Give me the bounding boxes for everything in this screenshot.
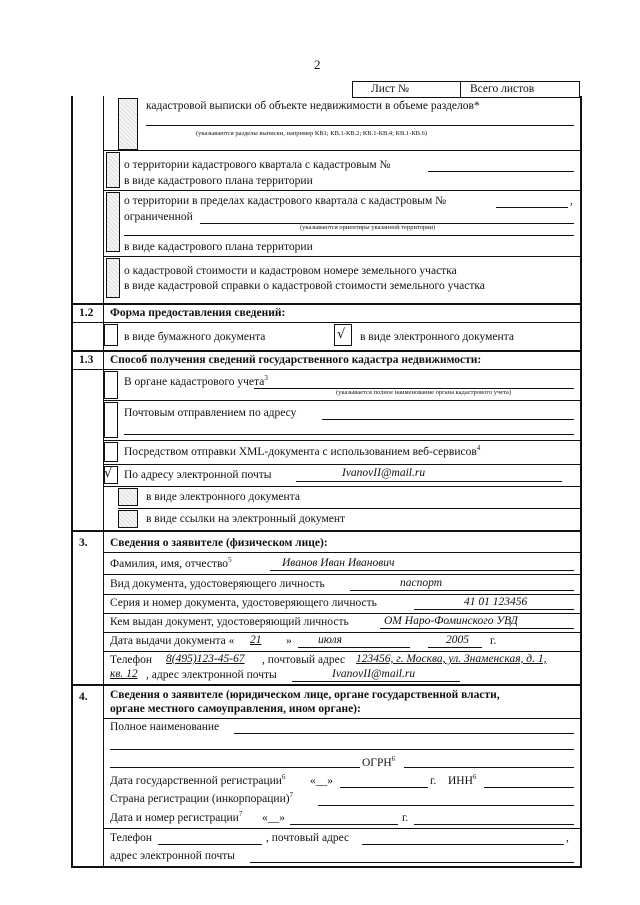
quarter-number-field[interactable] bbox=[428, 171, 574, 172]
org-email-label: адрес электронной почты bbox=[110, 850, 235, 862]
org-phone-label: Телефон bbox=[110, 832, 153, 844]
doc-type-value[interactable]: паспорт bbox=[400, 577, 443, 589]
section-divider bbox=[71, 303, 582, 305]
date-year[interactable]: 2005 bbox=[446, 634, 469, 646]
row-divider bbox=[71, 369, 582, 370]
reg-num-label: Дата и номер регистрации$^7$ bbox=[110, 810, 243, 824]
limits-checkbox[interactable] bbox=[106, 192, 120, 252]
section-1-3-number: 1.3 bbox=[79, 354, 94, 366]
inn-field[interactable] bbox=[484, 787, 574, 788]
quarter-text: о территории кадастрового квартала с кадастровым № bbox=[124, 159, 391, 171]
row-divider bbox=[118, 508, 581, 509]
cost-checkbox[interactable] bbox=[106, 258, 120, 298]
sub-electronic-checkbox[interactable] bbox=[118, 488, 138, 506]
fio-label: Фамилия, имя, отчество$^5$ bbox=[110, 556, 232, 570]
phone-value[interactable]: 8(495)123-45-67 bbox=[166, 653, 245, 665]
extract-checkbox[interactable] bbox=[118, 98, 138, 150]
ogrn-label: ОГРН$^6$ bbox=[362, 755, 396, 769]
cost-text: о кадастровой стоимости и кадастровом номере земельного участка bbox=[124, 265, 457, 277]
doc-num-label: Серия и номер документа, удостоверяющего личность bbox=[110, 597, 377, 609]
org-post-label: , почтовый адрес bbox=[266, 832, 350, 844]
quarter-checkbox[interactable] bbox=[106, 152, 120, 188]
paper-form-label: в виде бумажного документа bbox=[124, 331, 266, 343]
fio-field-line bbox=[270, 570, 574, 571]
limits-comma: , bbox=[570, 195, 573, 207]
row-divider bbox=[103, 256, 581, 257]
row-divider bbox=[103, 400, 581, 401]
sheet-header-divider bbox=[460, 81, 461, 97]
cost-form-text: в виде кадастровой справки о кадастровой стоимости земельного участка bbox=[124, 280, 485, 292]
applicant-email-value[interactable]: IvanovII@mail.ru bbox=[332, 668, 416, 680]
sheet-number-label: Лист № bbox=[371, 83, 409, 95]
reg-num-g: г. bbox=[402, 812, 409, 824]
country-field[interactable] bbox=[318, 805, 574, 806]
post-address-label: , почтовый адрес bbox=[262, 654, 346, 666]
page-number: 2 bbox=[314, 57, 321, 72]
reg-date-day[interactable]: «__» bbox=[310, 775, 333, 787]
limits-plan-text: в виде кадастрового плана территории bbox=[124, 241, 313, 253]
office-hint: (указывается полное наименование органа кадастрового учета) bbox=[336, 389, 512, 396]
post-address-value[interactable]: 123456, г. Москва, ул. Знаменская, д. 1, bbox=[356, 653, 547, 665]
section-1-2-number: 1.2 bbox=[79, 307, 94, 319]
email-field[interactable] bbox=[296, 481, 562, 482]
applicant-email-label: , адрес электронной почты bbox=[146, 669, 277, 681]
issued-value[interactable]: ОМ Наро-Фоминского УВД bbox=[384, 615, 518, 627]
row-divider bbox=[103, 190, 581, 191]
row-divider bbox=[103, 574, 581, 575]
row-divider bbox=[103, 828, 581, 829]
fullname-field[interactable] bbox=[234, 733, 574, 734]
checkmark-icon: √ bbox=[104, 466, 113, 481]
date-day[interactable]: 21 bbox=[250, 634, 262, 646]
date-label: Дата выдачи документа « bbox=[110, 635, 235, 647]
reg-date-field[interactable] bbox=[340, 787, 428, 788]
post-label: Почтовым отправлением по адресу bbox=[124, 407, 297, 419]
section-1-2-title: Форма предоставления сведений: bbox=[110, 307, 286, 319]
post-checkbox[interactable] bbox=[104, 402, 118, 438]
frame-bottom-line bbox=[71, 866, 582, 868]
reg-date-label: Дата государственной регистрации$^6$ bbox=[110, 773, 286, 787]
reg-num-day[interactable]: «__» bbox=[262, 812, 285, 824]
doc-num-value[interactable]: 41 01 123456 bbox=[464, 596, 528, 608]
section-4-number: 4. bbox=[79, 691, 88, 703]
fullname-field-line2[interactable] bbox=[110, 749, 574, 750]
issued-label: Кем выдан документ, удостоверяющий личность bbox=[110, 616, 349, 628]
ogrn-field[interactable] bbox=[404, 767, 574, 768]
limited-label: ограниченной bbox=[124, 211, 193, 223]
email-label: По адресу электронной почты bbox=[124, 469, 272, 481]
org-email-field[interactable] bbox=[250, 862, 574, 863]
office-label: В органе кадастрового учета$^3$ bbox=[124, 374, 268, 388]
frame-left-line bbox=[71, 96, 73, 867]
section-3-title: Сведения о заявителе (физическом лице): bbox=[110, 537, 328, 549]
email-value[interactable]: IvanovII@mail.ru bbox=[342, 467, 426, 479]
date-quote: » bbox=[286, 635, 292, 647]
section-divider bbox=[71, 530, 582, 532]
checkmark-icon: √ bbox=[337, 327, 346, 342]
section-divider bbox=[71, 350, 582, 352]
limits-text: о территории в пределах кадастрового квартала с кадастровым № bbox=[124, 195, 447, 207]
paper-form-checkbox[interactable] bbox=[104, 324, 118, 346]
date-month[interactable]: июля bbox=[318, 634, 342, 646]
doc-type-label: Вид документа, удостоверяющего личность bbox=[110, 578, 325, 590]
section-1-3-title: Способ получения сведений государственного кадастра недвижимости: bbox=[110, 354, 482, 366]
row-divider bbox=[103, 486, 581, 487]
xml-label: Посредством отправки XML-документа с использованием веб-сервисов$^4$ bbox=[124, 444, 481, 458]
country-label: Страна регистрации (инкорпорации)$^7$ bbox=[110, 791, 294, 805]
fio-value[interactable]: Иванов Иван Иванович bbox=[282, 557, 395, 569]
limited-hint: (указываются ориентиры указанной территории) bbox=[300, 224, 436, 231]
post-address-value-2[interactable]: кв. 12 bbox=[110, 668, 138, 680]
doc-type-field-line bbox=[350, 590, 574, 591]
date-month-line bbox=[298, 647, 410, 648]
extract-sections-line[interactable] bbox=[146, 125, 574, 126]
date-g: г. bbox=[490, 635, 497, 647]
row-divider bbox=[103, 632, 581, 633]
fullname-field-line3[interactable] bbox=[110, 767, 360, 768]
date-year-line bbox=[428, 647, 482, 648]
office-checkbox[interactable] bbox=[104, 371, 118, 399]
quarter-plan-text: в виде кадастрового плана территории bbox=[124, 175, 313, 187]
sub-link-label: в виде ссылки на электронный документ bbox=[146, 513, 346, 525]
row-divider bbox=[103, 464, 581, 465]
doc-num-field-line bbox=[414, 609, 574, 610]
row-divider bbox=[103, 440, 581, 441]
row-divider bbox=[71, 322, 582, 323]
reg-num-field[interactable] bbox=[414, 824, 574, 825]
row-divider bbox=[103, 150, 581, 151]
section-divider bbox=[71, 684, 582, 686]
section-3-number: 3. bbox=[79, 537, 88, 549]
phone-label: Телефон bbox=[110, 654, 153, 666]
inn-label: ИНН$^6$ bbox=[448, 773, 477, 787]
sub-electronic-label: в виде электронного документа bbox=[146, 491, 300, 503]
reg-num-date-field[interactable] bbox=[290, 824, 398, 825]
xml-checkbox[interactable] bbox=[104, 442, 118, 462]
sub-link-checkbox[interactable] bbox=[118, 510, 138, 528]
issued-field-line bbox=[380, 628, 574, 629]
limits-number-field[interactable] bbox=[496, 207, 568, 208]
extract-text: кадастровой выписки об объекте недвижимости в объеме разделов* bbox=[146, 100, 480, 112]
extract-hint: (указываются разделы выписки, например КВ1; КВ.1-КВ.2; КВ.1-КВ.4; КВ.1-КВ.6) bbox=[196, 130, 428, 137]
row-divider bbox=[103, 718, 581, 719]
reg-date-g: г. bbox=[430, 775, 437, 787]
fullname-label: Полное наименование bbox=[110, 721, 220, 733]
row-divider bbox=[103, 552, 581, 553]
section-4-title-1: Сведения о заявителе (юридическом лице, органе государственной власти, bbox=[110, 689, 500, 701]
electronic-form-label: в виде электронного документа bbox=[360, 331, 514, 343]
frame-right-line bbox=[580, 96, 582, 867]
total-sheets-label: Всего листов bbox=[470, 83, 535, 95]
org-post-comma: , bbox=[566, 832, 569, 844]
section-4-title-2: органе местного самоуправления, ином органе): bbox=[110, 703, 361, 715]
post-address-field[interactable] bbox=[322, 419, 574, 420]
applicant-email-line bbox=[292, 681, 460, 682]
post-address-field-line2[interactable] bbox=[124, 434, 574, 435]
org-phone-field[interactable] bbox=[158, 844, 262, 845]
limited-field-line2[interactable] bbox=[124, 235, 574, 236]
org-post-field[interactable] bbox=[362, 844, 564, 845]
